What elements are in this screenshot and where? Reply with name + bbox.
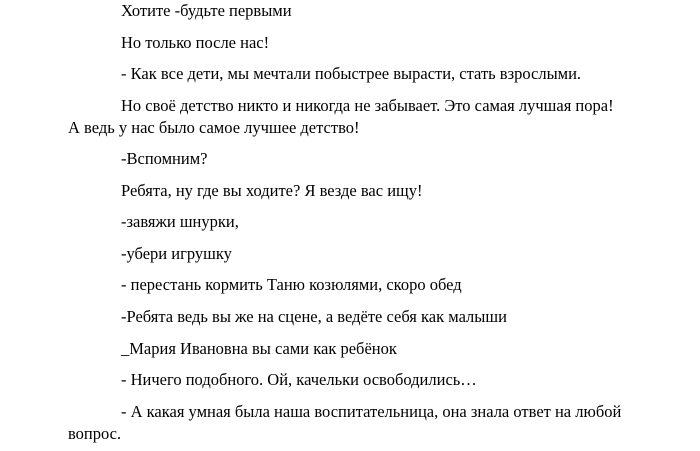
text-line-7: Ребята, ну где вы ходите? Я везде вас ищу!: [121, 181, 423, 200]
text-line-15: вопрос.: [68, 424, 122, 443]
text-line-9: -убери игрушку: [121, 244, 232, 263]
text-line-6: -Вспомним?: [121, 149, 208, 168]
text-line-14: - А какая умная была наша воспитательница, она знала ответ на любой: [121, 402, 622, 421]
text-line-11: -Ребята ведь вы же на сцене, а ведёте себя как малыши: [121, 307, 507, 326]
text-line-10: - перестань кормить Таню козюлями, скоро обед: [121, 275, 462, 294]
text-line-4: Но своё детство никто и никогда не забывает. Это самая лучшая пора!: [121, 96, 614, 115]
text-line-13: - Ничего подобного. Ой, качельки освободились…: [121, 370, 477, 389]
text-line-12: _Мария Ивановна вы сами как ребёнок: [121, 339, 397, 358]
text-line-1: Хотите -будьте первыми: [121, 1, 292, 20]
text-line-8: -завяжи шнурки,: [121, 212, 239, 231]
text-line-2: Но только после нас!: [121, 33, 270, 52]
text-line-3: - Как все дети, мы мечтали побыстрее вырасти, стать взрослыми.: [121, 64, 582, 83]
text-line-5: А ведь у нас было самое лучшее детство!: [68, 118, 360, 137]
